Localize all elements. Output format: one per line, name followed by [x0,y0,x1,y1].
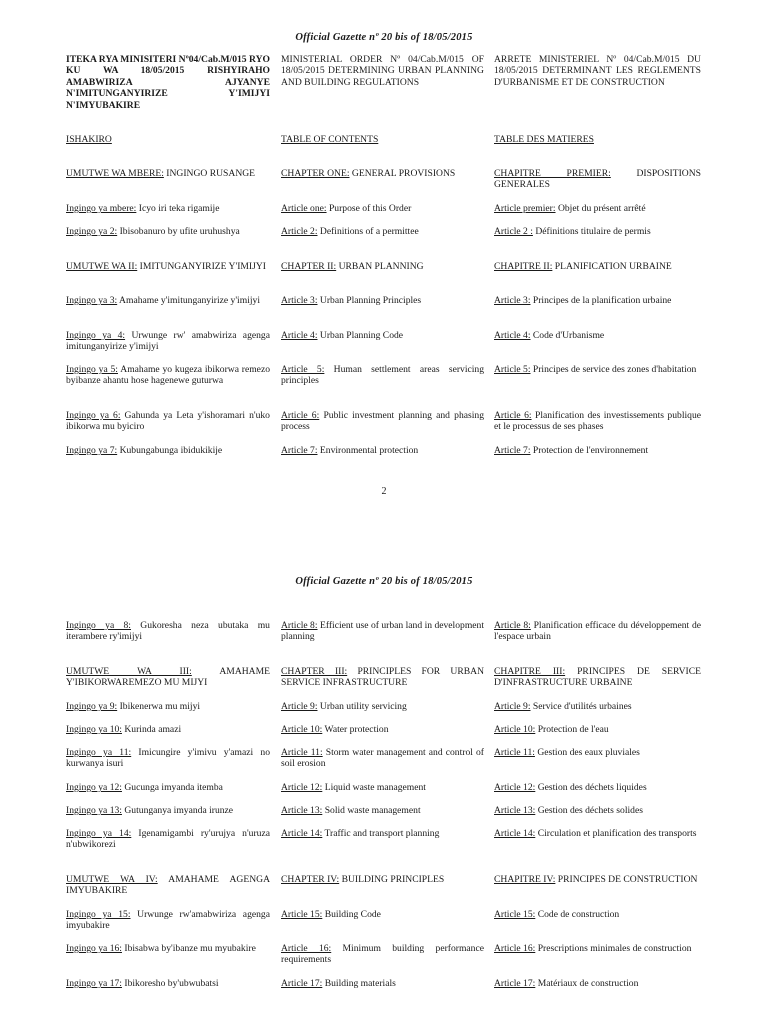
entry-label: CHAPTER III: [281,666,348,677]
toc-entry-fr[interactable] [494,943,701,954]
entry-label: Ingingo ya 16: [66,943,122,954]
entry-title: Prescriptions minimales de construction [537,943,692,954]
title-french: ARRETE MINISTERIEL Nº 04/Cab.M/015 DU 18/05/2015 DETERMINANT LES REGLEMENTS D'URBANISME ET DE CONSTRUCTION [494,54,701,88]
toc-entry-en[interactable] [281,226,484,237]
toc-entry-rw[interactable] [66,747,270,770]
toc-entry-en[interactable] [281,620,484,643]
entry-label: Article 12: [494,782,536,793]
toc-entry-rw[interactable] [66,909,270,932]
entry-label: UMUTWE WA II: [66,261,138,272]
entry-label: Article 6: [494,410,532,421]
title-english: MINISTERIAL ORDER Nº 04/Cab.M/015 OF 18/05/2015 DETERMINING URBAN PLANNING AND BUILDING REGULATIONS [281,54,484,88]
toc-entry-fr[interactable] [494,364,701,375]
entry-title: Protection de l'eau [537,724,609,735]
toc-entry-en[interactable] [281,203,484,214]
entry-label: Ingingo ya 10: [66,724,122,735]
entry-title: Objet du présent arrêté [557,203,646,214]
toc-entry-fr[interactable] [494,978,701,989]
toc-entry-en[interactable] [281,943,484,966]
entry-title: Code d'Urbanisme [532,330,605,341]
entry-label: Article 15: [494,909,536,920]
entry-title: Gukoresha neza ubutaka mu iterambere ry'imijyi [66,620,270,643]
toc-entry-rw[interactable] [66,828,270,851]
entry-label: Article 2 : [494,226,533,237]
entry-label: CHAPITRE PREMIER: [494,168,611,179]
toc-entry-rw[interactable] [66,226,270,237]
toc-entry-en[interactable] [281,364,484,387]
entry-label: Article one: [281,203,327,214]
title-kinyarwanda: ITEKA RYA MINISITERI Nº04/Cab.M/015 RYO KU WA 18/05/2015 RISHYIRAHO AMABWIRIZA AJYANYE N'IMITUNGANYIRIZE Y'IMIJYI N'IMYUBAKIRE [66,54,270,111]
entry-title: Minimum building performance requirements [281,943,484,966]
entry-label: Article 5: [494,364,531,375]
toc-heading-rw: ISHAKIRO [66,134,112,145]
entry-label: Ingingo ya 6: [66,410,121,421]
toc-entry-fr[interactable] [494,295,701,306]
entry-label: CHAPITRE II: [494,261,553,272]
entry-label: Article 3: [281,295,318,306]
entry-title: Building Code [324,909,381,920]
toc-entry-rw[interactable] [66,168,270,179]
entry-title: PRINCIPES DE CONSTRUCTION [557,874,698,885]
entry-title: Efficient use of urban land in development planning [281,620,485,643]
toc-entry-rw[interactable] [66,203,270,214]
toc-entry-en[interactable] [281,701,484,712]
gazette-header-2: Official Gazette nº 20 bis of 18/05/2015 [295,576,473,587]
toc-entry-fr[interactable] [494,828,701,839]
entry-label: CHAPTER IV: [281,874,340,885]
entry-label: Article 2: [281,226,318,237]
entry-title: Gestion des déchets solides [537,805,643,816]
toc-entry-en[interactable] [281,724,484,735]
toc-entry-fr[interactable] [494,203,701,214]
entry-title: Planification efficace du développement de l'espace urbain [494,620,702,643]
entry-title: Gestion des déchets liquides [537,782,647,793]
toc-entry-fr[interactable] [494,747,701,758]
toc-entry-en[interactable] [281,874,484,885]
entry-title: Ibisabwa by'ibanze mu myubakire [124,943,256,954]
entry-title: Environmental protection [319,445,419,456]
toc-entry-rw[interactable] [66,330,270,353]
entry-label: Article 13: [281,805,323,816]
entry-label: Article 16: [281,943,332,954]
entry-title: Principes de la planification urbaine [532,295,672,306]
toc-entry-fr[interactable] [494,330,701,341]
entry-title: Ibikoresho by'ubwubatsi [124,978,219,989]
toc-entry-en[interactable] [281,168,484,179]
entry-title: IMITUNGANYIRIZE Y'IMIJYI [139,261,266,272]
entry-label: Ingingo ya 9: [66,701,118,712]
entry-title: Urban Planning Code [319,330,404,341]
entry-label: Article 5: [281,364,325,375]
entry-label: Article 7: [281,445,318,456]
entry-label: Article 14: [494,828,536,839]
entry-label: Article 14: [281,828,323,839]
entry-label: Article 8: [281,620,318,631]
entry-label: CHAPTER II: [281,261,337,272]
entry-title: AMAHAME AGENGA IMYUBAKIRE [66,874,270,897]
entry-label: Article 11: [494,747,535,758]
entry-label: CHAPITRE III: [494,666,566,677]
toc-entry-en[interactable] [281,747,484,770]
entry-title: Traffic and transport planning [324,828,440,839]
entry-label: Article 11: [281,747,323,758]
entry-title: Solid waste management [324,805,421,816]
entry-title: Principes de service des zones d'habitation [532,364,697,375]
entry-title: INGINGO RUSANGE [166,168,256,179]
toc-entry-rw[interactable] [66,701,270,712]
entry-label: Article 8: [494,620,531,631]
toc-entry-fr[interactable] [494,666,701,689]
toc-entry-en[interactable] [281,782,484,793]
toc-entry-rw[interactable] [66,666,270,689]
entry-title: Matériaux de construction [537,978,639,989]
entry-title: Water protection [324,724,389,735]
entry-title: Planification des investissements publique et le processus de ses phases [494,410,702,433]
entry-label: Article 10: [281,724,323,735]
entry-title: Human settlement areas servicing principles [281,364,484,387]
toc-entry-fr[interactable] [494,724,701,735]
entry-title: Définitions titulaire de permis [535,226,651,237]
entry-title: Ibikenerwa mu mijyi [119,701,201,712]
entry-label: UMUTWE WA IV: [66,874,158,885]
toc-entry-en[interactable] [281,410,484,433]
gazette-header: Official Gazette nº 20 bis of 18/05/2015 [295,32,473,43]
toc-entry-en[interactable] [281,828,484,839]
toc-entry-fr[interactable] [494,874,701,885]
toc-entry-fr[interactable] [494,620,701,643]
entry-title: Code de construction [537,909,620,920]
toc-entry-en[interactable] [281,805,484,816]
toc-entry-en[interactable] [281,261,484,272]
entry-label: Article 10: [494,724,536,735]
entry-title: Protection de l'environnement [532,445,649,456]
entry-title: Gahunda ya Leta y'ishoramari n'uko ibikorwa mu byiciro [66,410,270,433]
entry-title: Urwunge rw'amabwiriza agenga imyubakire [66,909,270,932]
entry-title: Urban utility servicing [319,701,407,712]
entry-title: PRINCIPES DE SERVICE D'INFRASTRUCTURE URBAINE [494,666,701,689]
toc-entry-rw[interactable] [66,978,270,989]
entry-label: Article 4: [281,330,318,341]
entry-label: Ingingo ya 15: [66,909,131,920]
entry-label: Article premier: [494,203,556,214]
entry-title: Kubungabunga ibidukikije [119,445,223,456]
entry-title: DISPOSITIONS GENERALES [494,168,701,191]
toc-entry-fr[interactable] [494,410,701,433]
entry-label: Ingingo ya 12: [66,782,122,793]
entry-label: Article 6: [281,410,320,421]
entry-title: Imicungire y'imivu y'amazi no kurwanya isuri [66,747,270,770]
entry-label: Ingingo ya 17: [66,978,122,989]
entry-title: Kurinda amazi [124,724,182,735]
entry-title: Igenamigambi ry'urujya n'uruza n'ubwikorezi [66,828,270,851]
entry-title: Icyo iri teka rigamije [138,203,220,214]
entry-label: Article 15: [281,909,323,920]
toc-entry-fr[interactable] [494,261,701,272]
toc-entry-rw[interactable] [66,805,270,816]
toc-entry-fr[interactable] [494,445,701,456]
entry-label: Article 3: [494,295,531,306]
entry-title: Gutunganya imyanda irunze [124,805,234,816]
toc-entry-rw[interactable] [66,261,270,272]
toc-entry-en[interactable] [281,330,484,341]
entry-label: CHAPITRE IV: [494,874,556,885]
entry-label: Article 13: [494,805,536,816]
entry-title: Building materials [324,978,396,989]
toc-entry-rw[interactable] [66,295,270,306]
entry-label: Ingingo ya 3: [66,295,118,306]
entry-title: GENERAL PROVISIONS [351,168,456,179]
toc-entry-en[interactable] [281,445,484,456]
entry-label: Article 17: [494,978,536,989]
entry-label: UMUTWE WA III: [66,666,192,677]
toc-entry-rw[interactable] [66,620,270,643]
entry-title: Circulation et planification des transports [537,828,697,839]
entry-title: PLANIFICATION URBAINE [554,261,672,272]
entry-label: Ingingo ya 14: [66,828,132,839]
entry-title: BUILDING PRINCIPLES [341,874,445,885]
entry-label: Ingingo ya 5: [66,364,118,375]
toc-entry-rw[interactable] [66,943,270,954]
entry-label: Ingingo ya 13: [66,805,122,816]
entry-title: Gestion des eaux pluviales [537,747,640,758]
entry-label: Ingingo ya 11: [66,747,132,758]
toc-entry-rw[interactable] [66,364,270,387]
entry-title: Gucunga imyanda itemba [124,782,223,793]
entry-title: Amahame y'imitunganyirize y'imijyi [119,295,260,306]
entry-label: UMUTWE WA MBERE: [66,168,164,179]
entry-label: Article 16: [494,943,536,954]
entry-label: Ingingo ya 2: [66,226,118,237]
toc-entry-rw[interactable] [66,874,270,897]
toc-entry-en[interactable] [281,909,484,920]
entry-label: Article 17: [281,978,323,989]
entry-title: Amahame yo kugeza ibikorwa remezo byibanze ahantu hose hagenewe guturwa [66,364,270,387]
toc-entry-rw[interactable] [66,724,270,735]
entry-title: Public investment planning and phasing process [281,410,484,433]
toc-entry-fr[interactable] [494,805,701,816]
toc-entry-fr[interactable] [494,909,701,920]
entry-title: Ibisobanuro by ufite uruhushya [119,226,240,237]
toc-entry-en[interactable] [281,978,484,989]
entry-title: Urwunge rw' amabwiriza agenga imitunganyirize y'imijyi [66,330,270,353]
entry-label: Ingingo ya mbere: [66,203,137,214]
entry-title: Urban Planning Principles [319,295,422,306]
page-number: 2 [381,486,387,497]
toc-entry-en[interactable] [281,295,484,306]
entry-label: Ingingo ya 4: [66,330,126,341]
entry-label: Article 12: [281,782,323,793]
entry-label: Article 9: [494,701,531,712]
toc-entry-fr[interactable] [494,782,701,793]
entry-label: Article 4: [494,330,531,341]
toc-heading-fr: TABLE DES MATIERES [494,134,594,145]
entry-label: Article 7: [494,445,531,456]
entry-title: PRINCIPLES FOR URBAN SERVICE INFRASTRUCTURE [281,666,484,689]
toc-entry-fr[interactable] [494,701,701,712]
entry-label: CHAPTER ONE: [281,168,350,179]
entry-title: Purpose of this Order [328,203,412,214]
toc-entry-en[interactable] [281,666,484,689]
toc-entry-fr[interactable] [494,226,701,237]
toc-entry-rw[interactable] [66,445,270,456]
entry-title: Service d'utilités urbaines [532,701,632,712]
toc-heading-en: TABLE OF CONTENTS [281,134,379,145]
entry-title: AMAHAME Y'IBIKORWAREMEZO MU MIJYI [66,666,270,689]
entry-title: URBAN PLANNING [338,261,424,272]
entry-label: Article 9: [281,701,318,712]
toc-entry-fr[interactable] [494,168,701,191]
entry-title: Storm water management and control of soil erosion [281,747,484,770]
entry-label: Ingingo ya 7: [66,445,118,456]
toc-entry-rw[interactable] [66,782,270,793]
entry-title: Liquid waste management [324,782,426,793]
entry-label: Ingingo ya 8: [66,620,131,631]
entry-title: Definitions of a permittee [319,226,419,237]
toc-entry-rw[interactable] [66,410,270,433]
